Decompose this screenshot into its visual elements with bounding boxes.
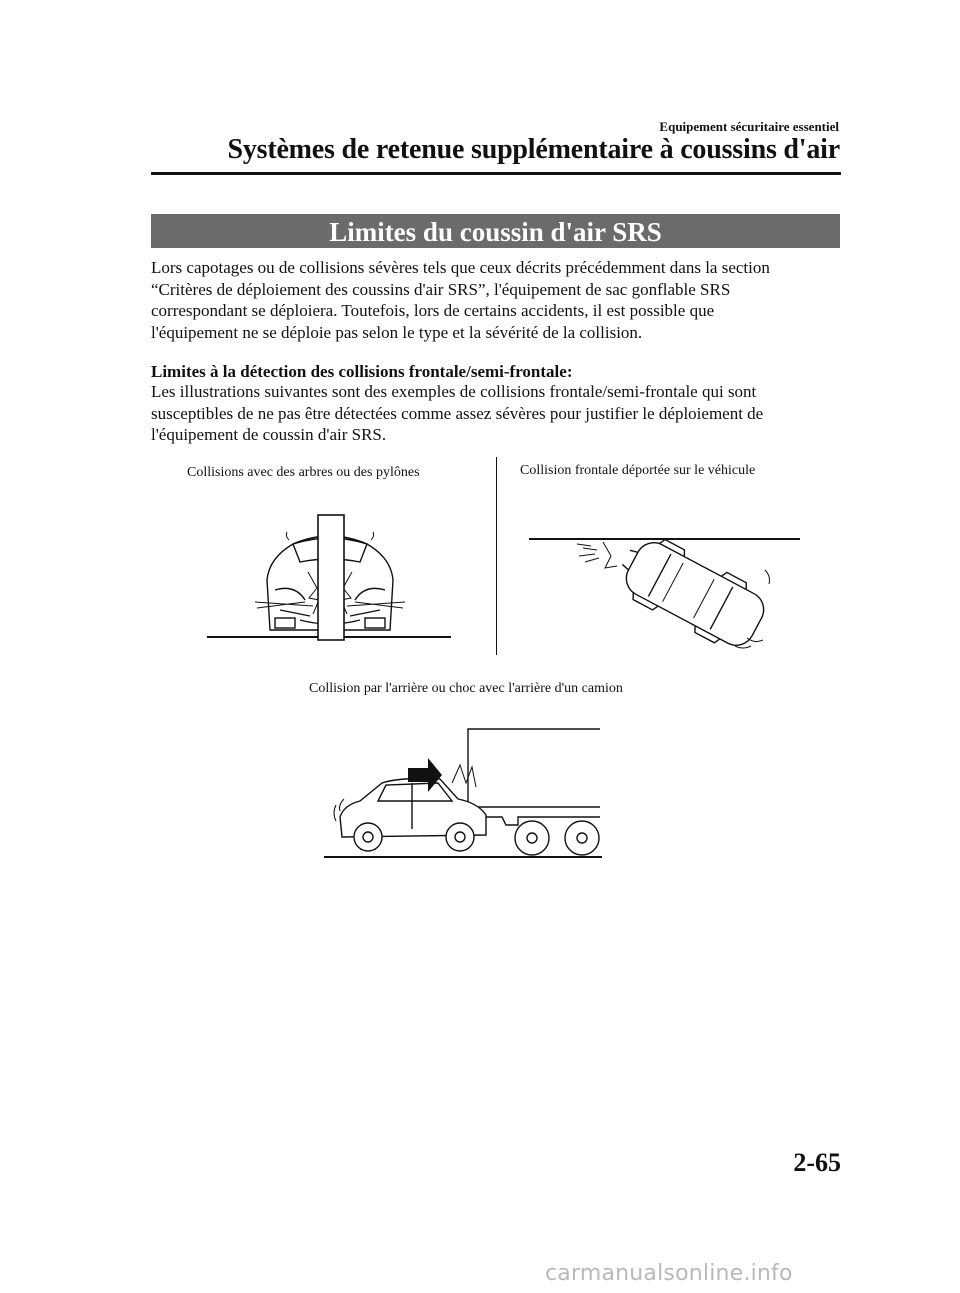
intro-paragraph: Lors capotages ou de collisions sévères tels que ceux décrits précédemment dans la section “Critères de déploiement des coussins d'air SRS”, l'équipement de sac gonflable SRS correspondant se déploiera. Toutefois, lors de certains accidents, il est possible que l'équipement ne se déploie pas selon le type et la sévérité de la collision. bbox=[151, 258, 770, 342]
rear-collision-caption: Collision par l'arrière ou choc avec l'arrière d'un camion bbox=[309, 681, 623, 696]
header-chapter-title: Systèmes de retenue supplémentaire à coussins d'air bbox=[227, 134, 840, 165]
car-truck-underride-illustration bbox=[320, 725, 605, 865]
page-number: 2-65 bbox=[793, 1148, 841, 1177]
pole-collision-caption: Collisions avec des arbres ou des pylônes bbox=[187, 465, 420, 480]
watermark-text: carmanualsonline.info bbox=[545, 1261, 793, 1286]
header-rule bbox=[151, 172, 841, 175]
car-offset-collision-illustration bbox=[525, 528, 805, 653]
detection-paragraph: Les illustrations suivantes sont des exemples de collisions frontale/semi-frontale qui sont susceptibles de ne pas être détectées comme assez sévères pour justifier le déploiement de l'équipement de coussin d'air SRS. bbox=[151, 382, 764, 444]
header-section-label: Equipement sécuritaire essentiel bbox=[659, 119, 839, 134]
car-pole-collision-illustration bbox=[205, 510, 455, 645]
detection-heading: Limites à la détection des collisions frontale/semi-frontale: bbox=[151, 362, 573, 381]
illustration-divider bbox=[496, 457, 497, 655]
section-title-banner: Limites du coussin d'air SRS bbox=[151, 214, 840, 248]
offset-collision-caption: Collision frontale déportée sur le véhicule bbox=[520, 463, 756, 478]
